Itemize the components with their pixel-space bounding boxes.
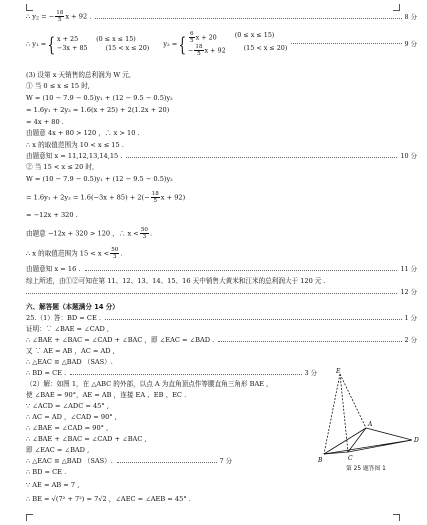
solution-line: 由题意 −12x + 320 > 120 ，∴ x < $\frac{50}{3}$ . xyxy=(26,227,153,240)
solution-line: (3) 设第 x 天销售的总利润为 W 元, xyxy=(26,71,131,79)
score-mark: 8 分 xyxy=(404,12,417,21)
solution-line: = 4x + 80 . xyxy=(26,118,64,126)
segment-eb xyxy=(324,374,340,454)
point-label-b: B xyxy=(318,457,323,464)
solution-line: ∴ AC = AD ，∠CAD = 90° , xyxy=(26,413,117,421)
solution-line: ② 当 15 < x ≤ 20 时, xyxy=(26,163,95,171)
solution-line: （2）解：如图 1，在 △ABC 的外部，以点 A 为直角顶点作等腰直角三角形 BAE , xyxy=(26,380,269,388)
solution-line: 使 ∠BAE = 90°，AE = AB ，连接 EA 、EB 、EC . xyxy=(26,391,187,399)
solution-line: ∴ x 的取值范围为 15 < x < $\frac{50}{3}$ . xyxy=(26,247,123,260)
solution-line: ∵ AE = AB = 7 , xyxy=(26,481,80,489)
solution-line: 即 ∠EAC = ∠BAD , xyxy=(26,446,90,454)
solution-line: ∴ x 的取值范围为 10 < x ≤ 15 . xyxy=(26,141,124,149)
score-mark: 11 分 xyxy=(400,265,417,273)
solution-line: ∴ ∠BAE + ∠BAC = ∠CAD + ∠BAC , xyxy=(26,435,147,443)
score-mark: 3 分 xyxy=(304,369,317,377)
solution-line: ∴ BD = CE . 3 分 xyxy=(26,369,317,377)
segment-bd xyxy=(324,440,412,454)
point-label-d: D xyxy=(414,437,419,444)
solution-line: ∴ △EAC ≌ △BAD （SAS）. 7 分 xyxy=(26,457,232,465)
solution-line: 由题意知 x = 16 . 11 分 xyxy=(26,265,417,273)
score-mark: 1 分 xyxy=(404,314,417,322)
solution-line: 由题意 4x + 80 > 120 ，∴ x > 10 . xyxy=(26,129,140,137)
solution-line xyxy=(26,288,417,296)
piecewise-definitions: ∴ y₁ = { x + 25 (0 ≤ x ≤ 15) −3x + 85 (15 < x ≤ 20) y₂ = { $\frac{6}{5}$ x + 20 (0 ≤ x ≤ 15) − $\frac{18}{5}$ x + 92 (15 < x ≤ 20) 9 分 xyxy=(26,31,417,57)
solution-line: W = (10 − 7.9 − 0.5)y₁ + (12 − 9.5 − 0.5)y₂ xyxy=(26,94,173,102)
solution-line: ∴ $y_2$ = − $\frac{18}{5}$ x + 92 . 8 分 xyxy=(26,10,417,23)
segment-ea xyxy=(340,374,366,428)
solution-line: ∴ ∠BAE = ∠CAD = 90° , xyxy=(26,424,109,432)
solution-line: 25.（1）答：BD = CE . 1 分 xyxy=(26,314,417,322)
solution-line: = −12x + 320 . xyxy=(26,211,78,219)
point-label-a: A xyxy=(368,421,373,428)
corner-mark-bottom-left xyxy=(26,514,33,521)
score-mark: 12 分 xyxy=(400,288,417,296)
solution-line: 综上所述，由①②可知在第 11、12、13、14、15、16 天中销售大黄米和江米的总利润大于 120 元 . xyxy=(26,277,326,285)
solution-line: ∴ ∠BAE + ∠BAC = ∠CAD + ∠BAC ，即 ∠EAC = ∠BAD . 2 分 xyxy=(26,336,417,344)
section-heading: 六、解答题（本题满分 14 分） xyxy=(26,303,119,311)
solution-line: = 1.6y₁ + 2y₂ = 1.6(−3x + 85) + 2(− $\frac{18}{5}$ x + 92) xyxy=(26,191,186,204)
solution-line: ∵ ∠ACD = ∠ADC = 45° , xyxy=(26,402,109,410)
solution-line: W = (10 − 7.9 − 0.5)y₁ + (12 − 9.5 − 0.5)y₂ xyxy=(26,175,173,183)
point-label-c: C xyxy=(348,455,353,462)
geometry-figure xyxy=(318,366,423,476)
solution-line: ∴ △EAC ≌ △BAD （SAS）. xyxy=(26,358,113,366)
score-mark: 9 分 xyxy=(404,40,417,48)
figure-caption: 第 25 题答图 1 xyxy=(346,466,386,472)
corner-mark-bottom-right xyxy=(393,514,400,521)
solution-line: 证明：∵ ∠BAE = ∠CAD , xyxy=(26,325,109,333)
solution-line: = 1.6y₁ + 2y₂ = 1.6(x + 25) + 2(1.2x + 20) xyxy=(26,106,170,114)
solution-line: ① 当 0 ≤ x ≤ 15 时, xyxy=(26,82,90,90)
solution-line: 由题意知 x = 11,12,13,14,15 . 10 分 xyxy=(26,152,417,160)
solution-line: ∴ BE = √(7² + 7²) = 7√2 ，∠AEC = ∠AEB = 45° . xyxy=(26,495,191,503)
solution-line: 又 ∵ AE = AB ，AC = AD , xyxy=(26,347,115,355)
segment-ad xyxy=(366,428,412,440)
solution-line: ∴ BD = CE . xyxy=(26,468,67,476)
score-mark: 7 分 xyxy=(219,457,232,465)
score-mark: 2 分 xyxy=(404,336,417,344)
score-mark: 10 分 xyxy=(400,152,417,160)
point-label-e: E xyxy=(336,368,341,375)
